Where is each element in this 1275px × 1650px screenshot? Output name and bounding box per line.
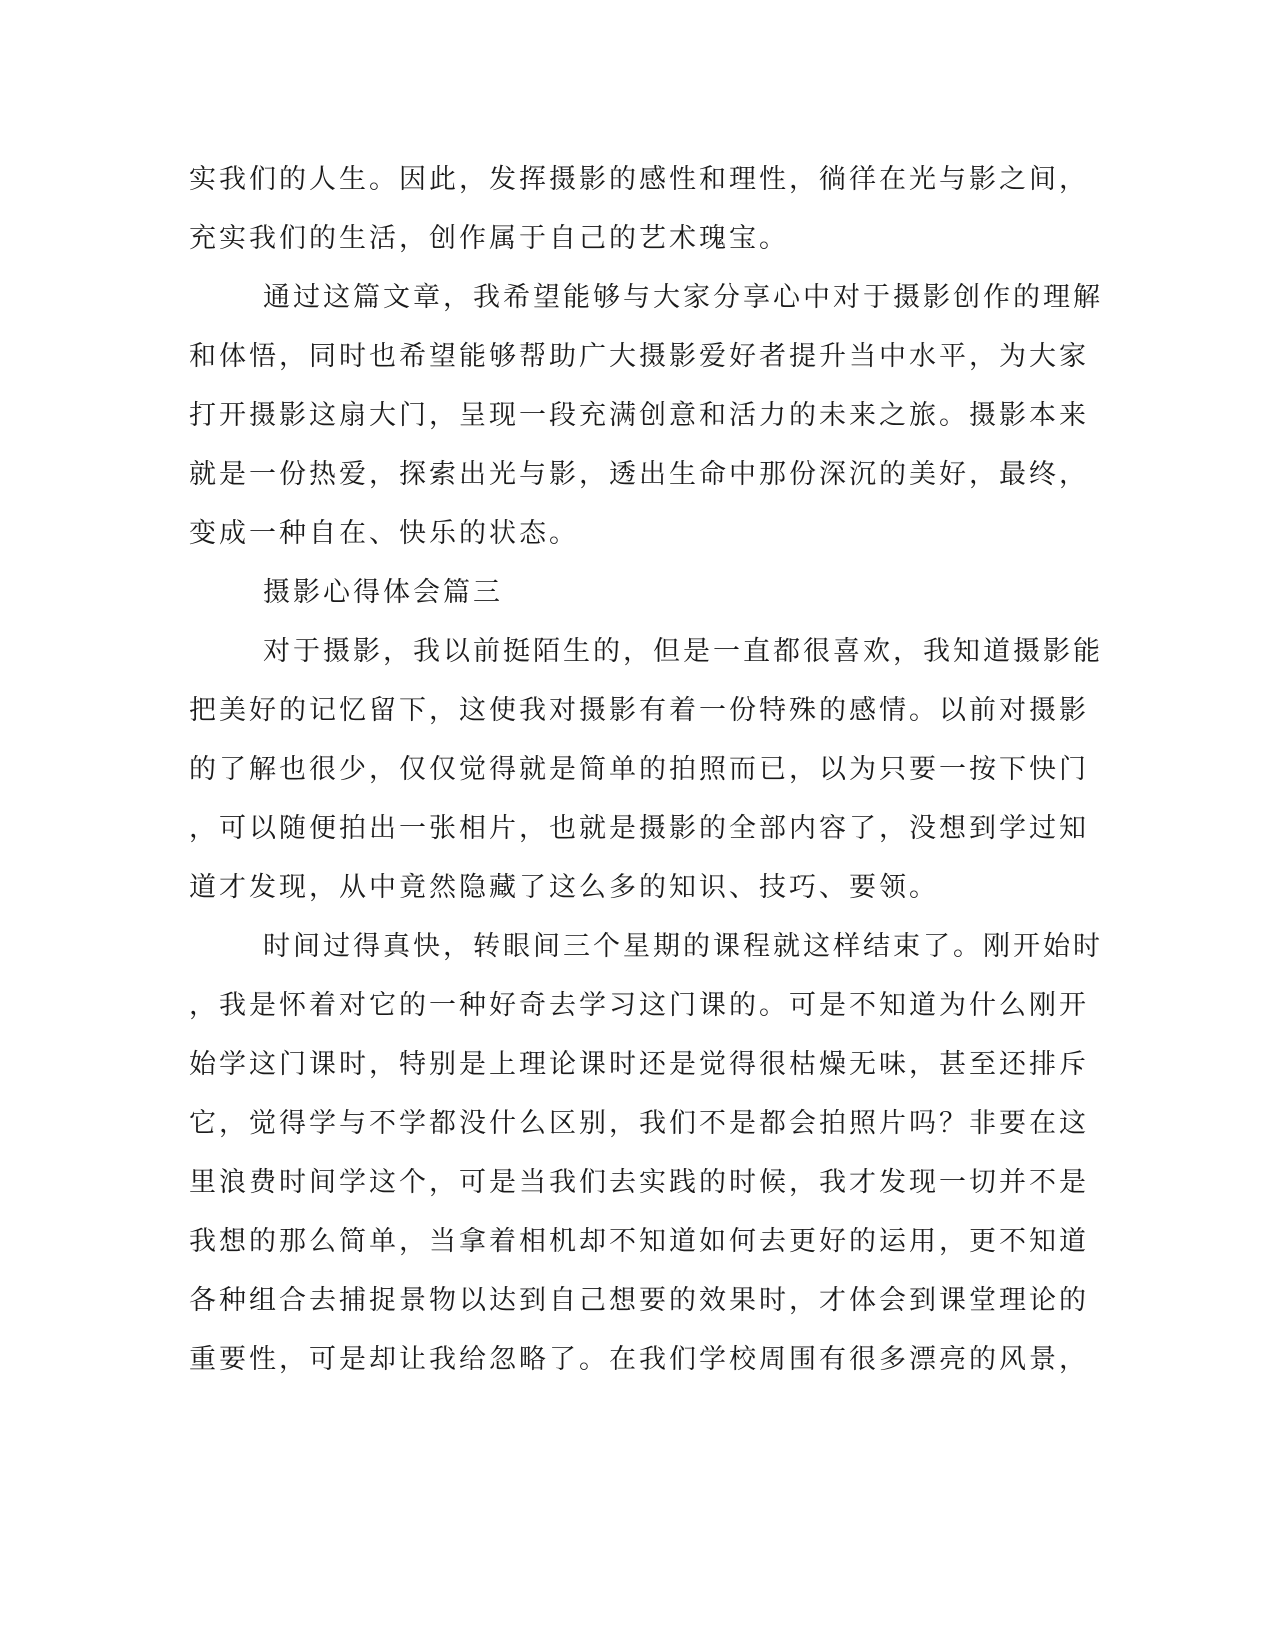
paragraph-start-line: 通过这篇文章，我希望能够与大家分享心中对于摄影创作的理解 (263, 282, 1103, 313)
text-line: 道才发现，从中竟然隐藏了这么多的知识、技巧、要领。 (189, 872, 939, 903)
text-line: ，可以随便拍出一张相片，也就是摄影的全部内容了，没想到学过知 (189, 813, 1089, 844)
text-line: 实我们的人生。因此，发挥摄影的感性和理性，徜徉在光与影之间， (189, 164, 1089, 195)
text-line: 它，觉得学与不学都没什么区别，我们不是都会拍照片吗？非要在这 (189, 1108, 1089, 1139)
text-line: 打开摄影这扇大门，呈现一段充满创意和活力的未来之旅。摄影本来 (189, 400, 1089, 431)
text-line: 把美好的记忆留下，这使我对摄影有着一份特殊的感情。以前对摄影 (189, 695, 1089, 726)
paragraph-start-line: 时间过得真快，转眼间三个星期的课程就这样结束了。刚开始时 (263, 931, 1103, 962)
text-line: 充实我们的生活，创作属于自己的艺术瑰宝。 (189, 223, 789, 254)
text-line: 里浪费时间学这个，可是当我们去实践的时候，我才发现一切并不是 (189, 1167, 1089, 1198)
text-line: 和体悟，同时也希望能够帮助广大摄影爱好者提升当中水平，为大家 (189, 341, 1089, 372)
text-line: ，我是怀着对它的一种好奇去学习这门课的。可是不知道为什么刚开 (189, 990, 1089, 1021)
text-line: 我想的那么简单，当拿着相机却不知道如何去更好的运用，更不知道 (189, 1226, 1089, 1257)
paragraph-start-line: 对于摄影，我以前挺陌生的，但是一直都很喜欢，我知道摄影能 (263, 636, 1103, 667)
text-line: 各种组合去捕捉景物以达到自己想要的效果时，才体会到课堂理论的 (189, 1285, 1089, 1316)
section-heading: 摄影心得体会篇三 (263, 577, 503, 608)
text-line: 重要性，可是却让我给忽略了。在我们学校周围有很多漂亮的风景， (189, 1344, 1089, 1375)
text-line: 的了解也很少，仅仅觉得就是简单的拍照而已，以为只要一按下快门 (189, 754, 1089, 785)
text-line: 始学这门课时，特别是上理论课时还是觉得很枯燥无味，甚至还排斥 (189, 1049, 1089, 1080)
text-line: 就是一份热爱，探索出光与影，透出生命中那份深沉的美好，最终， (189, 459, 1089, 490)
text-line: 变成一种自在、快乐的状态。 (189, 518, 579, 549)
